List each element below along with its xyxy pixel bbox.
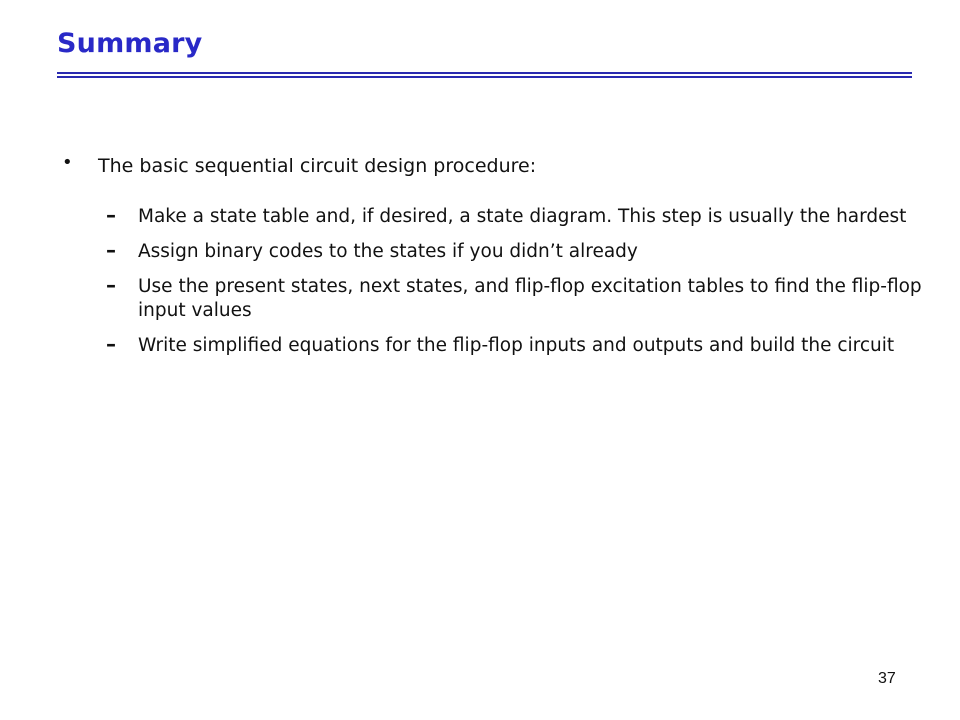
bullet-dot-icon: • [62, 152, 73, 173]
sub-bullet-list [106, 205, 936, 369]
slide-title: Summary [57, 28, 203, 59]
sub-bullet-item [106, 275, 936, 323]
dash-icon: – [106, 203, 116, 227]
page-number: 37 [878, 670, 896, 687]
dash-icon: – [106, 332, 116, 356]
sub-bullet-item [106, 205, 936, 229]
sub-bullet-item [106, 240, 936, 264]
sub-bullet-text: Assign binary codes to the states if you didn’t already [138, 241, 638, 262]
sub-bullet-text: Make a state table and, if desired, a state diagram. This step is usually the hardest [138, 206, 907, 227]
sub-bullet-text: Use the present states, next states, and flip-flop excitation tables to find the flip-flop input values [138, 276, 922, 321]
title-underline [57, 72, 912, 78]
sub-bullet-text: Write simplified equations for the flip-flop inputs and outputs and build the circuit [138, 335, 895, 356]
main-bullet-text: The basic sequential circuit design procedure: [98, 155, 537, 177]
dash-icon: – [106, 273, 116, 297]
dash-icon: – [106, 238, 116, 262]
sub-bullet-item [106, 334, 936, 358]
